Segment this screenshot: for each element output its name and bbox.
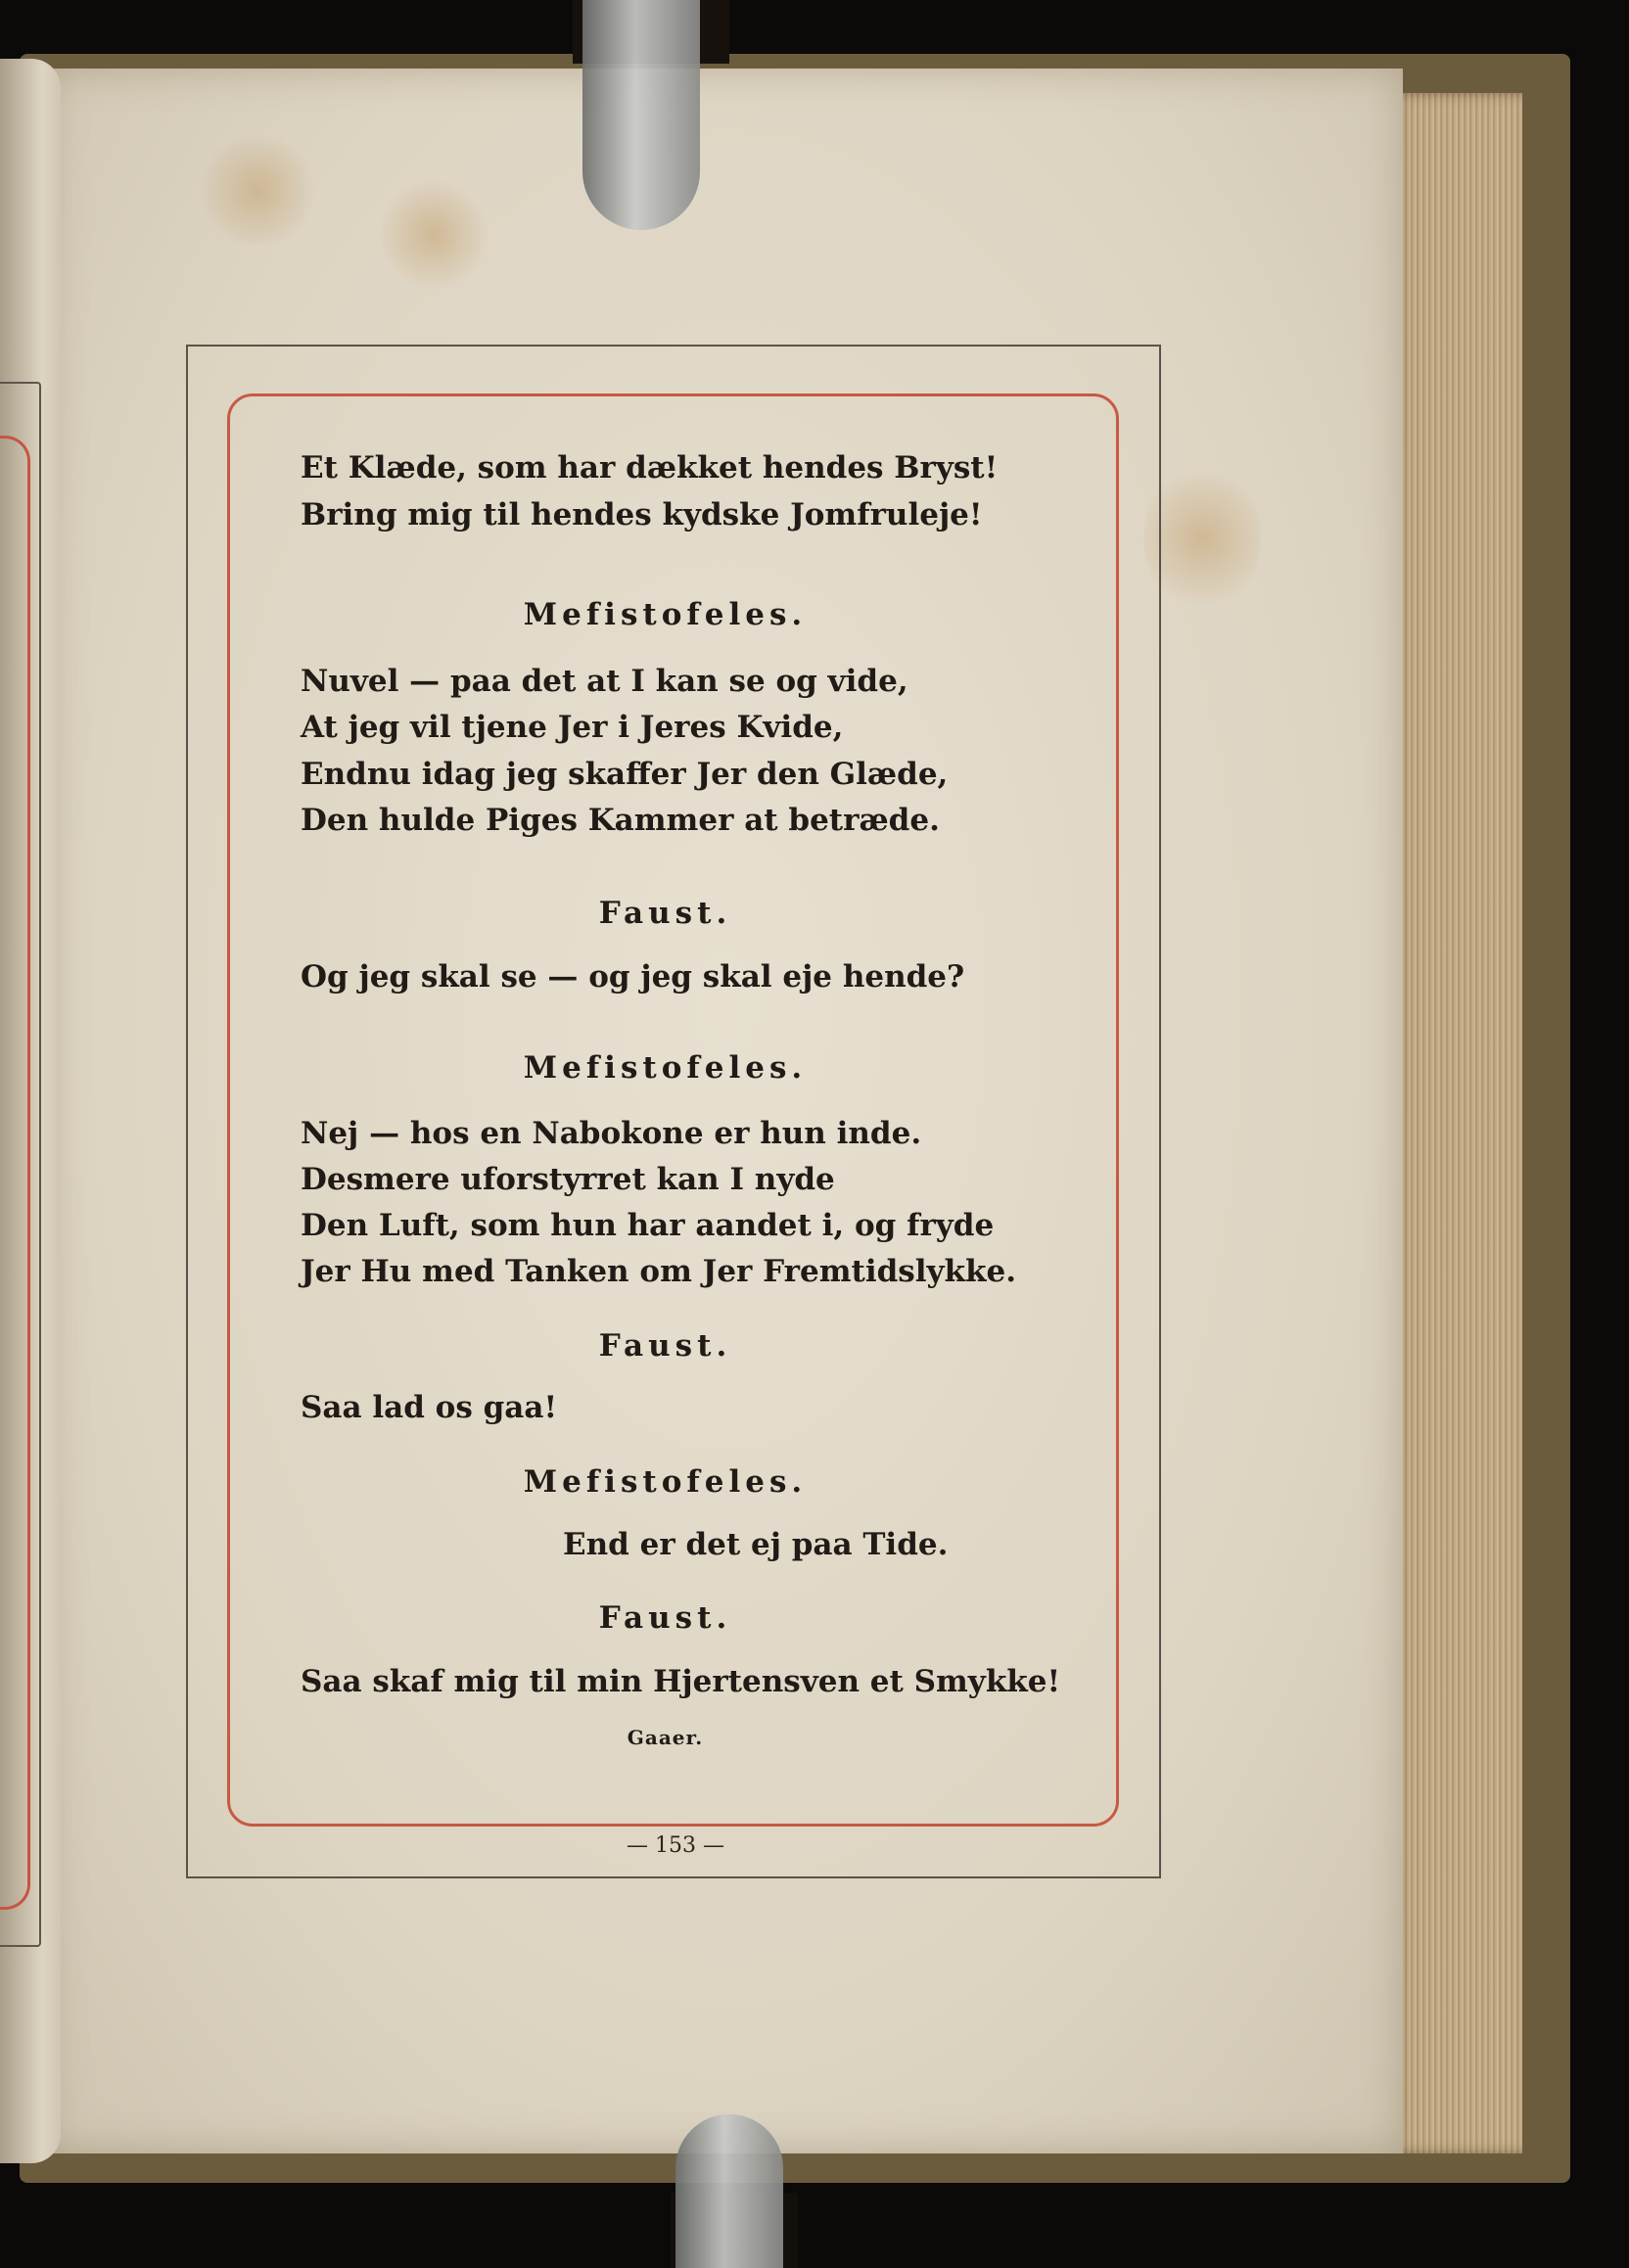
verse-line: Den hulde Piges Kammer at betræde. [301,803,940,838]
verse-line: Nuvel — paa det at I kan se og vide, [301,664,908,699]
left-page-edge [0,59,61,2163]
foxing-stain [194,137,321,245]
verse-line: Saa skaf mig til min Hjertensven et Smykke! [301,1664,1061,1699]
speaker-heading: Mefistofeles. [523,597,808,632]
speaker-heading: Faust. [598,1328,732,1364]
verse-line: Desmere uforstyrret kan I nyde [301,1162,835,1197]
fore-edge [1390,93,1522,2153]
speaker-heading: Mefistofeles. [523,1050,808,1086]
verse-line: Nej — hos en Nabokone er hun inde. [301,1116,922,1151]
verse-line: Den Luft, som hun har aandet i, og fryde [301,1208,995,1243]
stage-direction: Gaaer. [627,1726,704,1749]
verse-line: Et Klæde, som har dækket hendes Bryst! [301,450,999,486]
foxing-stain [380,176,488,294]
verse-line: Og jeg skal se — og jeg skal eje hende? [301,959,965,995]
speaker-heading: Faust. [598,1600,732,1636]
verse-line: At jeg vil tjene Jer i Jeres Kvide, [301,710,844,745]
page-clip-top [582,0,700,230]
verse-line: Bring mig til hendes kydske Jomfruleje! [301,497,983,532]
page-number: — 153 — [627,1833,724,1858]
left-page-red-frame [0,436,30,1910]
foxing-stain [1143,460,1261,617]
verse-line: Endnu idag jeg skaffer Jer den Glæde, [301,757,949,792]
verse-line: Saa lad os gaa! [301,1390,558,1425]
verse-line: End er det ej paa Tide. [563,1527,949,1562]
verse-line: Jer Hu med Tanken om Jer Fremtidslykke. [301,1254,1016,1289]
page-clip-bottom [675,2114,783,2268]
speaker-heading: Faust. [598,896,732,931]
speaker-heading: Mefistofeles. [523,1464,808,1500]
